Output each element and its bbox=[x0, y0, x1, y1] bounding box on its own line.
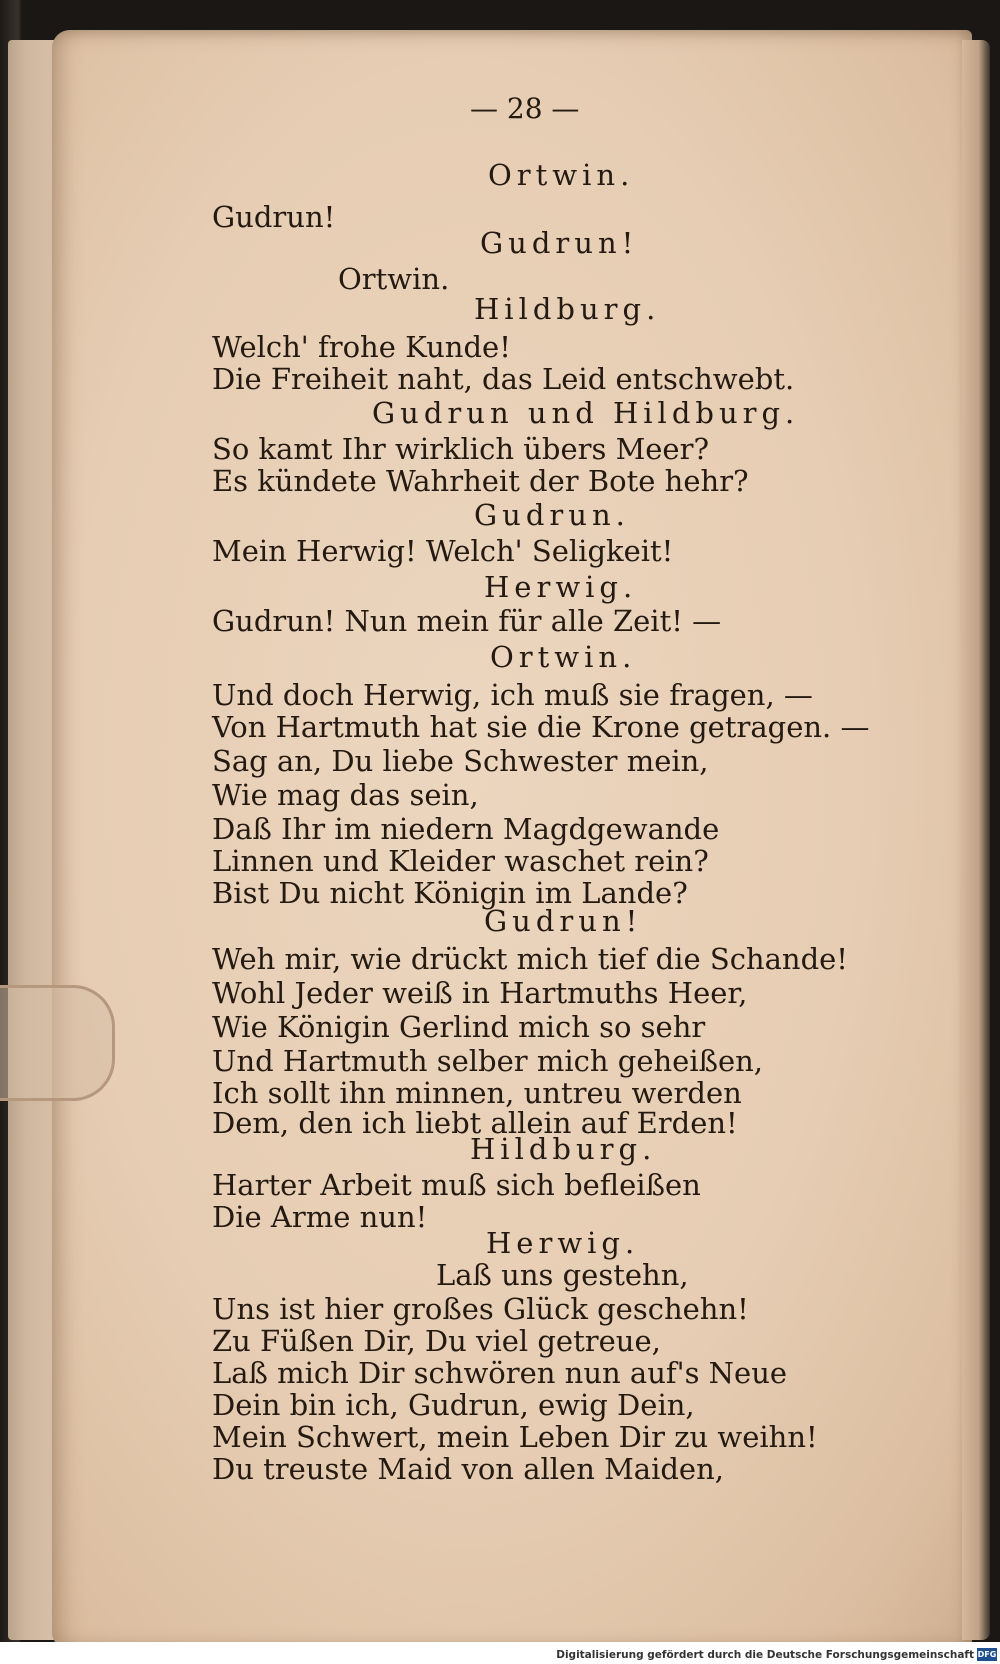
verse-line: So kamt Ihr wirklich übers Meer? bbox=[212, 432, 710, 466]
verse-line: Die Arme nun! bbox=[212, 1200, 428, 1234]
speaker-heading: Gudrun. bbox=[474, 498, 630, 532]
verse-line: Und doch Herwig, ich muß sie fragen, — bbox=[212, 678, 813, 712]
verse-line: Welch' frohe Kunde! bbox=[212, 330, 511, 364]
verse-line: Bist Du nicht Königin im Lande? bbox=[212, 876, 688, 910]
verse-line: Uns ist hier großes Glück geschehn! bbox=[212, 1292, 749, 1326]
verse-line: Weh mir, wie drückt mich tief die Schande! bbox=[212, 942, 848, 976]
verse-line: Laß mich Dir schwören nun auf's Neue bbox=[212, 1356, 788, 1390]
verse-line: Du treuste Maid von allen Maiden, bbox=[212, 1452, 724, 1486]
speaker-heading: Herwig. bbox=[486, 1226, 640, 1260]
verse-line: Sag an, Du liebe Schwester mein, bbox=[212, 744, 709, 778]
verse-line: Mein Herwig! Welch' Seligkeit! bbox=[212, 534, 674, 568]
verse-line: Wohl Jeder weiß in Hartmuths Heer, bbox=[212, 976, 748, 1010]
verse-line: Gudrun! bbox=[212, 200, 336, 234]
speaker-heading: Ortwin. bbox=[338, 262, 450, 296]
verse-line: Dem, den ich liebt allein auf Erden! bbox=[212, 1106, 738, 1140]
page-number: — 28 — bbox=[470, 92, 580, 125]
verse-line: Wie Königin Gerlind mich so sehr bbox=[212, 1010, 706, 1044]
verse-line: Die Freiheit naht, das Leid entschwebt. bbox=[212, 362, 795, 396]
verse-line: Gudrun! bbox=[480, 226, 639, 260]
dfg-logo: DFG bbox=[977, 1650, 997, 1659]
verse-line: Dein bin ich, Gudrun, ewig Dein, bbox=[212, 1388, 695, 1422]
verse-line: Ich sollt ihn minnen, untreu werden bbox=[212, 1076, 742, 1110]
verse-line: Es kündete Wahrheit der Bote hehr? bbox=[212, 464, 749, 498]
footer-credit: Digitalisierung gefördert durch die Deutsche Forschungsgemeinschaft bbox=[556, 1649, 974, 1661]
verse-line: Und Hartmuth selber mich geheißen, bbox=[212, 1044, 764, 1078]
verse-line: Linnen und Kleider waschet rein? bbox=[212, 844, 709, 878]
verse-line: Wie mag das sein, bbox=[212, 778, 479, 812]
verse-line: Von Hartmuth hat sie die Krone getragen. — bbox=[212, 710, 870, 744]
speaker-heading: Ortwin. bbox=[488, 158, 635, 192]
speaker-heading: Hildburg. bbox=[470, 1132, 657, 1166]
digitization-footer bbox=[0, 1642, 1000, 1664]
speaker-heading: Hildburg. bbox=[474, 292, 661, 326]
verse-line: Laß uns gestehn, bbox=[436, 1258, 689, 1292]
speaker-heading: Gudrun und Hildburg. bbox=[372, 396, 800, 430]
verse-line: Gudrun! Nun mein für alle Zeit! — bbox=[212, 604, 722, 638]
speaker-heading: Ortwin. bbox=[490, 640, 637, 674]
speaker-heading: Gudrun! bbox=[484, 904, 643, 938]
verse-line: Mein Schwert, mein Leben Dir zu weihn! bbox=[212, 1420, 818, 1454]
speaker-heading: Herwig. bbox=[484, 570, 638, 604]
verse-line: Harter Arbeit muß sich befleißen bbox=[212, 1168, 701, 1202]
verse-line: Daß Ihr im niedern Magdgewande bbox=[212, 812, 720, 846]
verse-line: Zu Füßen Dir, Du viel getreue, bbox=[212, 1324, 661, 1358]
